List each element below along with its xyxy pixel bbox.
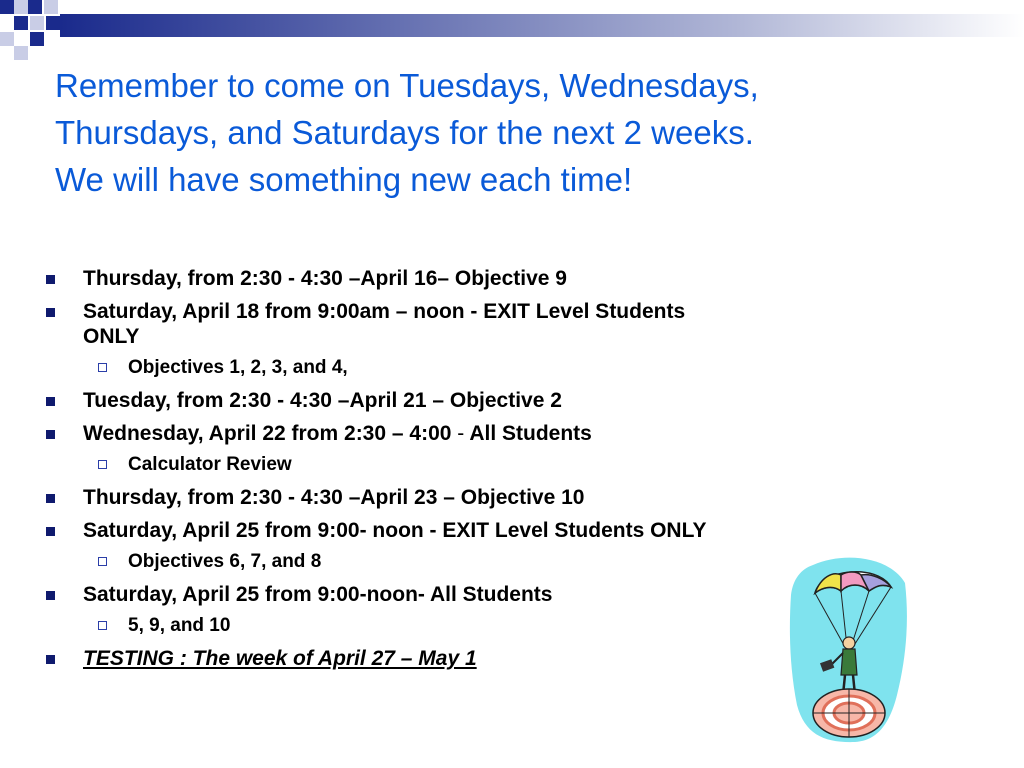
item-text: Tuesday, from 2:30 - 4:30 –April 21 – Objective 2 (83, 389, 562, 412)
list-item-saturday-april-25-exit (44, 518, 924, 543)
item-text: TESTING : The week of April 27 – May 1 (83, 647, 477, 670)
item-text-line-2: ONLY (83, 325, 140, 348)
list-item-saturday-april-18 (44, 299, 924, 349)
hollow-square-bullet-icon (98, 460, 107, 469)
sub-item-text: Objectives 1, 2, 3, and 4, (128, 357, 348, 378)
title-line-2: Thursdays, and Saturdays for the next 2 weeks. (55, 114, 754, 151)
sub-item-objectives-1-4 (44, 357, 924, 379)
filled-square-bullet-icon (46, 308, 55, 317)
filled-square-bullet-icon (46, 591, 55, 600)
item-text: Thursday, from 2:30 - 4:30 –April 16– Objective 9 (83, 267, 567, 290)
filled-square-bullet-icon (46, 397, 55, 406)
sub-item-calculator-review (44, 454, 924, 476)
title-line-1: Remember to come on Tuesdays, Wednesdays, (55, 67, 759, 104)
parachutist-target-clipart-icon (785, 555, 910, 743)
sub-item-text: 5, 9, and 10 (128, 615, 231, 636)
hollow-square-bullet-icon (98, 621, 107, 630)
list-item-tuesday-april-21 (44, 388, 924, 413)
list-item-thursday-april-23 (44, 485, 924, 510)
header-decoration (0, 0, 1024, 60)
sub-item-text: Objectives 6, 7, and 8 (128, 551, 322, 572)
filled-square-bullet-icon (46, 655, 55, 664)
item-text: Saturday, April 25 from 9:00-noon- All Students (83, 583, 553, 606)
item-text-part-1: Wednesday, April 22 from 2:30 – 4:00 (83, 422, 458, 445)
filled-square-bullet-icon (46, 494, 55, 503)
item-text: Thursday, from 2:30 - 4:30 –April 23 – Objective 10 (83, 486, 585, 509)
list-item-thursday-april-16 (44, 266, 924, 291)
item-separator: - (457, 422, 465, 445)
sub-item-text: Calculator Review (128, 454, 292, 475)
item-text: Saturday, April 25 from 9:00- noon - EXIT Level Students ONLY (83, 519, 707, 542)
item-text-part-2: All Students (464, 422, 592, 445)
filled-square-bullet-icon (46, 527, 55, 536)
title-line-3: We will have something new each time! (55, 161, 633, 198)
item-text-line-1: Saturday, April 18 from 9:00am – noon - EXIT Level Students (83, 300, 686, 323)
list-item-wednesday-april-22 (44, 421, 924, 446)
filled-square-bullet-icon (46, 275, 55, 284)
slide-title (55, 62, 955, 203)
filled-square-bullet-icon (46, 430, 55, 439)
hollow-square-bullet-icon (98, 557, 107, 566)
hollow-square-bullet-icon (98, 363, 107, 372)
